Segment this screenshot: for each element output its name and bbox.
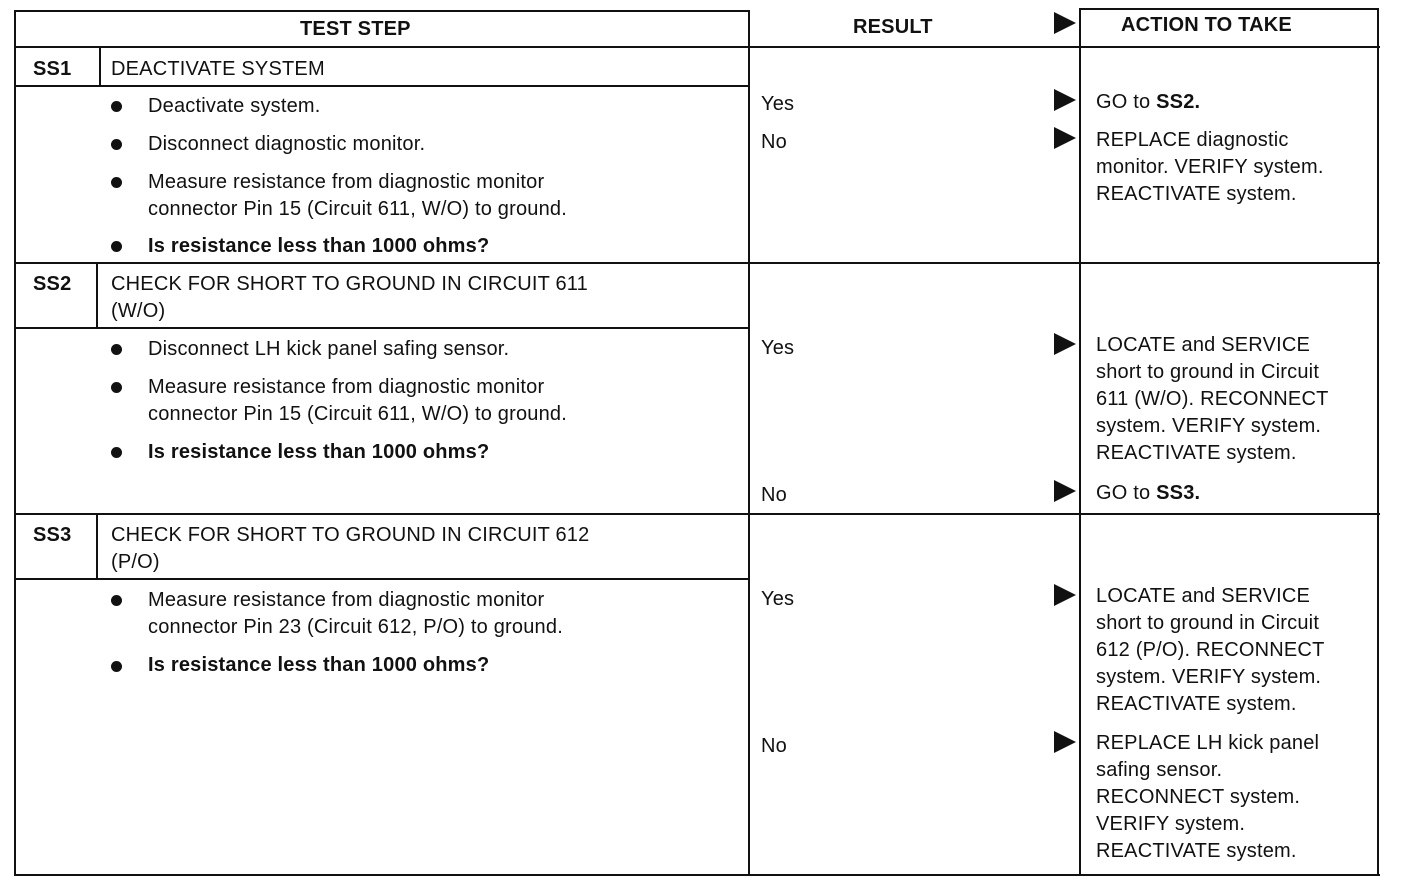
table-left-border xyxy=(14,10,16,876)
action-text: system. VERIFY system. xyxy=(1096,666,1322,688)
action-text: 612 (P/O). RECONNECT xyxy=(1096,639,1325,661)
step-id: SS3 xyxy=(33,524,72,546)
result-arrow-icon xyxy=(1054,731,1076,753)
action-text: system. VERIFY system. xyxy=(1096,415,1322,437)
step-title: CHECK FOR SHORT TO GROUND IN CIRCUIT 611 xyxy=(111,273,588,295)
step-title: DEACTIVATE SYSTEM xyxy=(111,58,325,80)
header-result: RESULT xyxy=(853,16,933,38)
action-text: VERIFY system. xyxy=(1096,813,1246,835)
step-title-rule xyxy=(14,85,748,87)
action-text: RECONNECT system. xyxy=(1096,786,1301,808)
step-id: SS1 xyxy=(33,58,72,80)
table-top-border-right xyxy=(1079,8,1379,10)
result-label: Yes xyxy=(761,93,795,115)
action-text: safing sensor. xyxy=(1096,759,1223,781)
result-label: No xyxy=(761,735,787,757)
step-title: (P/O) xyxy=(111,551,160,573)
action-text: REACTIVATE system. xyxy=(1096,183,1297,205)
bullet-text: Disconnect diagnostic monitor. xyxy=(148,133,426,155)
row-separator xyxy=(14,262,1380,264)
result-label: No xyxy=(761,131,787,153)
bullet-text: connector Pin 23 (Circuit 612, P/O) to ground. xyxy=(148,616,563,638)
bullet-icon xyxy=(111,101,122,112)
step-id: SS2 xyxy=(33,273,72,295)
action-text: short to ground in Circuit xyxy=(1096,361,1320,383)
result-label: Yes xyxy=(761,337,795,359)
step-column-divider xyxy=(748,10,750,876)
result-arrow-icon xyxy=(1054,333,1076,355)
bullet-icon xyxy=(111,447,122,458)
bullet-icon xyxy=(111,177,122,188)
header-arrow-icon xyxy=(1054,12,1076,34)
action-text: GO to SS3. xyxy=(1096,482,1201,504)
step-id-divider xyxy=(96,515,98,579)
bullet-text: Measure resistance from diagnostic monitor xyxy=(148,171,545,193)
action-text: REPLACE diagnostic xyxy=(1096,129,1289,151)
bullet-text: connector Pin 15 (Circuit 611, W/O) to ground. xyxy=(148,198,568,220)
action-text: LOCATE and SERVICE xyxy=(1096,334,1311,356)
bullet-icon xyxy=(111,241,122,252)
action-text: REACTIVATE system. xyxy=(1096,442,1297,464)
table-top-border xyxy=(14,10,748,12)
action-text: REPLACE LH kick panel xyxy=(1096,732,1320,754)
step-title-rule xyxy=(14,578,748,580)
table-bottom-border xyxy=(14,874,1380,876)
bullet-icon xyxy=(111,595,122,606)
action-text: 611 (W/O). RECONNECT xyxy=(1096,388,1329,410)
result-label: Yes xyxy=(761,588,795,610)
result-arrow-icon xyxy=(1054,127,1076,149)
header-bottom-rule xyxy=(14,46,1380,48)
result-label: No xyxy=(761,484,787,506)
action-text: REACTIVATE system. xyxy=(1096,693,1297,715)
result-arrow-icon xyxy=(1054,480,1076,502)
bullet-icon xyxy=(111,344,122,355)
result-arrow-icon xyxy=(1054,89,1076,111)
bullet-question: Is resistance less than 1000 ohms? xyxy=(148,235,490,257)
bullet-text: connector Pin 15 (Circuit 611, W/O) to ground. xyxy=(148,403,568,425)
table-right-border xyxy=(1377,8,1379,876)
action-text: short to ground in Circuit xyxy=(1096,612,1320,634)
step-title: (W/O) xyxy=(111,300,166,322)
bullet-icon xyxy=(111,661,122,672)
header-test-step: TEST STEP xyxy=(300,18,411,40)
step-title: CHECK FOR SHORT TO GROUND IN CIRCUIT 612 xyxy=(111,524,590,546)
step-id-divider xyxy=(96,264,98,328)
bullet-text: Deactivate system. xyxy=(148,95,321,117)
result-arrow-icon xyxy=(1054,584,1076,606)
bullet-text: Measure resistance from diagnostic monitor xyxy=(148,376,545,398)
row-separator xyxy=(14,513,1380,515)
step-id-divider xyxy=(99,48,101,86)
action-text: LOCATE and SERVICE xyxy=(1096,585,1311,607)
action-text: GO to SS2. xyxy=(1096,91,1201,113)
action-text: monitor. VERIFY system. xyxy=(1096,156,1324,178)
bullet-text: Disconnect LH kick panel safing sensor. xyxy=(148,338,510,360)
action-column-divider xyxy=(1079,8,1081,876)
bullet-text: Measure resistance from diagnostic monitor xyxy=(148,589,545,611)
bullet-question: Is resistance less than 1000 ohms? xyxy=(148,654,490,676)
step-title-rule xyxy=(14,327,748,329)
action-text: REACTIVATE system. xyxy=(1096,840,1297,862)
header-action: ACTION TO TAKE xyxy=(1121,14,1292,36)
bullet-icon xyxy=(111,382,122,393)
bullet-question: Is resistance less than 1000 ohms? xyxy=(148,441,490,463)
bullet-icon xyxy=(111,139,122,150)
